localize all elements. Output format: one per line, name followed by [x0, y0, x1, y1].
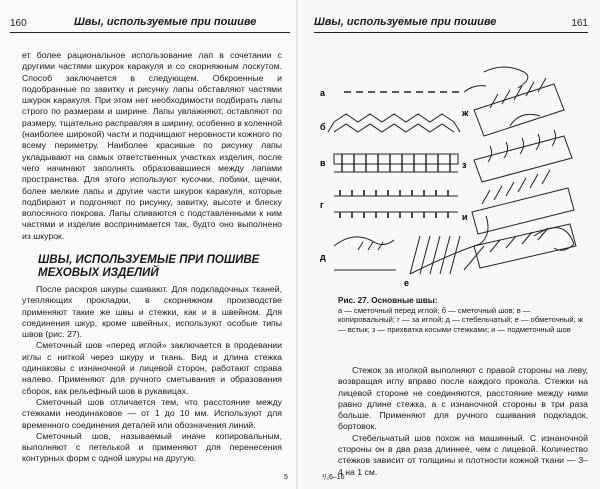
figure-letter-i: и — [462, 212, 468, 222]
left-footer-mark: 5 — [284, 474, 288, 481]
stitch-z-drawing — [474, 114, 572, 182]
figure-letter-v: в — [320, 158, 326, 168]
stitch-i-drawing — [472, 170, 576, 268]
figure-letter-b: б — [320, 122, 326, 132]
figure-letter-g: г — [320, 200, 324, 210]
paragraph: Сметочный шов, называемый иначе копировальным, выполняют с петелькой и применяют для перенесения контурных форм с одной шкуры на другую. — [22, 430, 282, 464]
paragraph: После раскроя шкуры сшивают. Для подкладочных тканей, утепляющих прокладки, в скорняжном производстве применяют такие же швы и стежки, как и в швейном. Для соединения шкур, кроме швейных, используют особые типы швов (рис. 27). — [22, 284, 282, 340]
figure-letter-zh: ж — [462, 108, 469, 118]
stitch-d-drawing — [334, 237, 396, 270]
paragraph: Сметочный шов отличается тем, что расстояние между стежками неодинаковое — от 1 до 10 мм. Используют для временного соединения деталей или обозначения линий. — [22, 396, 282, 430]
stitch-v-drawing — [334, 154, 458, 172]
right-body-text — [338, 365, 588, 478]
caption-text: а — сметочный перед иглой; б — сметочный шов; в — копировальный; г — за иглой; д — стебельчатый; е — обметочный; ж — встык; з — прихватка косыми стежками; и — подметочный шов — [338, 305, 583, 334]
stitch-zh-drawing — [474, 67, 564, 136]
stitch-illustrations — [314, 50, 588, 290]
stitch-a-drawing — [344, 86, 486, 92]
intro-paragraph: ет более рациональное использование лап в сочетании с другими частями шкурок каракуля и со скорняжным лоскутом. Способ заключается в следующем. Обкроенные и подобранные по завитку и рисунку лапы обставляют частями шкурок каракуля. При этом нет необходимости подбирать лапы строго по размерам и ширине. Лапы увлажняют, оставляют по размеру, тщательно расправляя в ширину, особенно в коленной (наиболее широкой) части и подчищают неровности кожного по всему периметру. Наиболее красивые по рисунку лапы укладывают на самых ответственных участках изделия, после чего начинают заполнять образовавшиеся между лапами пространства. Для этого используют кусочки, лобики, щечки, более мелкие лапы и другие части шкурок каракуля, которые подбирают и подгоняют по рисунку, завитку, высоте и блеску волосяного покрова. Лапы сливаются с подставленными к ним частями и изделие воспринимается так, будто оно выполнено из шкурок. — [22, 50, 282, 241]
figure-letter-a: а — [320, 88, 326, 98]
right-footer-mark: ¹/₂6–16 — [322, 474, 345, 481]
right-running-header — [314, 14, 588, 33]
left-section-text — [22, 284, 282, 465]
paragraph: Стежок за иголкой выполняют с правой стороны на леву, возвращая иглу вправо после каждого прокола. Стежки на лицевой стороне не соединяются, расстояние между ними равно длине стежка, а с изнаночной стороны в три раза больше. Применяют для ручного сшивания подкладок, бортовок. — [338, 365, 588, 432]
figure-caption — [338, 296, 588, 334]
right-page-number: 161 — [571, 18, 588, 29]
stitch-b-drawing — [328, 114, 460, 132]
section-title: ШВЫ, ИСПОЛЬЗУЕМЫЕ ПРИ ПОШИВЕ МЕХОВЫХ ИЗДЕЛИЙ — [38, 254, 260, 279]
left-page-number: 160 — [10, 18, 27, 29]
caption-title: Рис. 27. Основные швы: — [338, 296, 438, 305]
right-page — [300, 0, 600, 489]
stitch-g-drawing — [334, 190, 458, 218]
paragraph: Стебельчатый шов похож на машинный. С изнаночной стороны он в два раза длиннее, чем с лицевой. Количество стежков зависит от толщины и плотности кожной ткани — 3–4 на 1 см. — [338, 432, 588, 477]
figure-letter-d: д — [320, 252, 326, 262]
figure-letter-z: з — [462, 160, 467, 170]
left-header-title: Швы, используемые при пошиве — [74, 16, 257, 28]
left-running-header — [10, 14, 290, 33]
paragraph: Сметочный шов «перед иглой» заключается в продевании иглы с ниткой через шкуру и ткань. Вид и длина стежка одинаковы с изнаночной и лицевой сторон, работают справа налево. Применяют для ручного сметывания и образования сборок, как рельефный шов в рукавицах. — [22, 340, 282, 396]
right-header-title: Швы, используемые при пошиве — [314, 16, 497, 28]
figure-letter-e: е — [404, 278, 410, 288]
left-intro-text — [22, 50, 282, 242]
